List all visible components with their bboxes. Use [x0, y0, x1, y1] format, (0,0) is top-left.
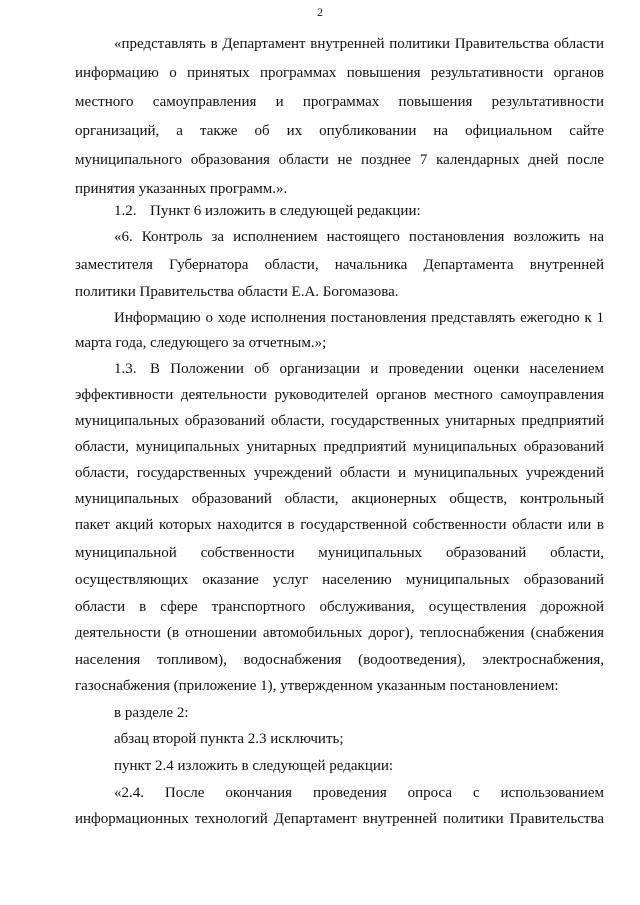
text-line: газоснабжения (приложение 1), утвержденном указанным постановлением:	[75, 678, 559, 694]
text-line: муниципальной собственности муниципальных образований области,	[75, 545, 604, 561]
text-line: Информацию о ходе исполнения постановления представлять ежегодно к 1	[114, 310, 604, 326]
clause-number: 1.2.	[114, 203, 137, 219]
text-line: муниципальных образований области, акционерных обществ, контрольный	[75, 491, 604, 507]
text-line: эффективности деятельности руководителей органов местного самоуправления	[75, 387, 604, 403]
text-line: информацию о принятых программах повышения результативности органов	[75, 65, 604, 81]
clause-text: В Положении об организации и проведении оценки населением	[150, 361, 604, 377]
text-line: информационных технологий Департамент внутренней политики Правительства	[75, 811, 604, 827]
text-line: принятия указанных программ.».	[75, 181, 288, 197]
text-line: заместителя Губернатора области, начальника Департамента внутренней	[75, 257, 604, 273]
text-line: области в сфере транспортного обслуживания, осуществления дорожной	[75, 599, 604, 615]
clause-1-2	[114, 202, 604, 220]
text-line: осуществляющих оказание услуг населению муниципальных образований	[75, 572, 604, 588]
clause-1-3	[114, 360, 604, 378]
clause-number: 1.3.	[114, 361, 137, 377]
page-number: 2	[317, 5, 323, 19]
text-line: организаций, а также об их опубликовании на официальном сайте	[75, 123, 604, 139]
text-line: пункт 2.4 изложить в следующей редакции:	[114, 758, 394, 774]
text-line: в разделе 2:	[114, 705, 189, 721]
text-line: абзац второй пункта 2.3 исключить;	[114, 731, 344, 747]
text-line: области, государственных учреждений области и муниципальных учреждений	[75, 465, 604, 481]
text-line: марта года, следующего за отчетным.»;	[75, 335, 327, 351]
text-line: деятельности (в отношении автомобильных дорог), теплоснабжения (снабжения	[75, 625, 604, 641]
text-line: муниципальных образований области, государственных унитарных предприятий	[75, 413, 604, 429]
text-line: «6. Контроль за исполнением настоящего постановления возложить на	[114, 229, 604, 245]
text-line: населения топливом), водоснабжения (водоотведения), электроснабжения,	[75, 652, 604, 668]
text-line: местного самоуправления и программах повышения результативности	[75, 94, 604, 110]
text-line: «2.4. После окончания проведения опроса с использованием	[114, 785, 604, 801]
clause-text: Пункт 6 изложить в следующей редакции:	[150, 203, 421, 219]
text-line: области, муниципальных унитарных предприятий муниципальных образований	[75, 439, 604, 455]
text-line: политики Правительства области Е.А. Богомазова.	[75, 284, 399, 300]
text-line: пакет акций которых находится в государственной собственности области или в	[75, 517, 604, 533]
text-line: муниципального образования области не позднее 7 календарных дней после	[75, 152, 604, 168]
text-line: «представлять в Департамент внутренней политики Правительства области	[114, 36, 604, 52]
